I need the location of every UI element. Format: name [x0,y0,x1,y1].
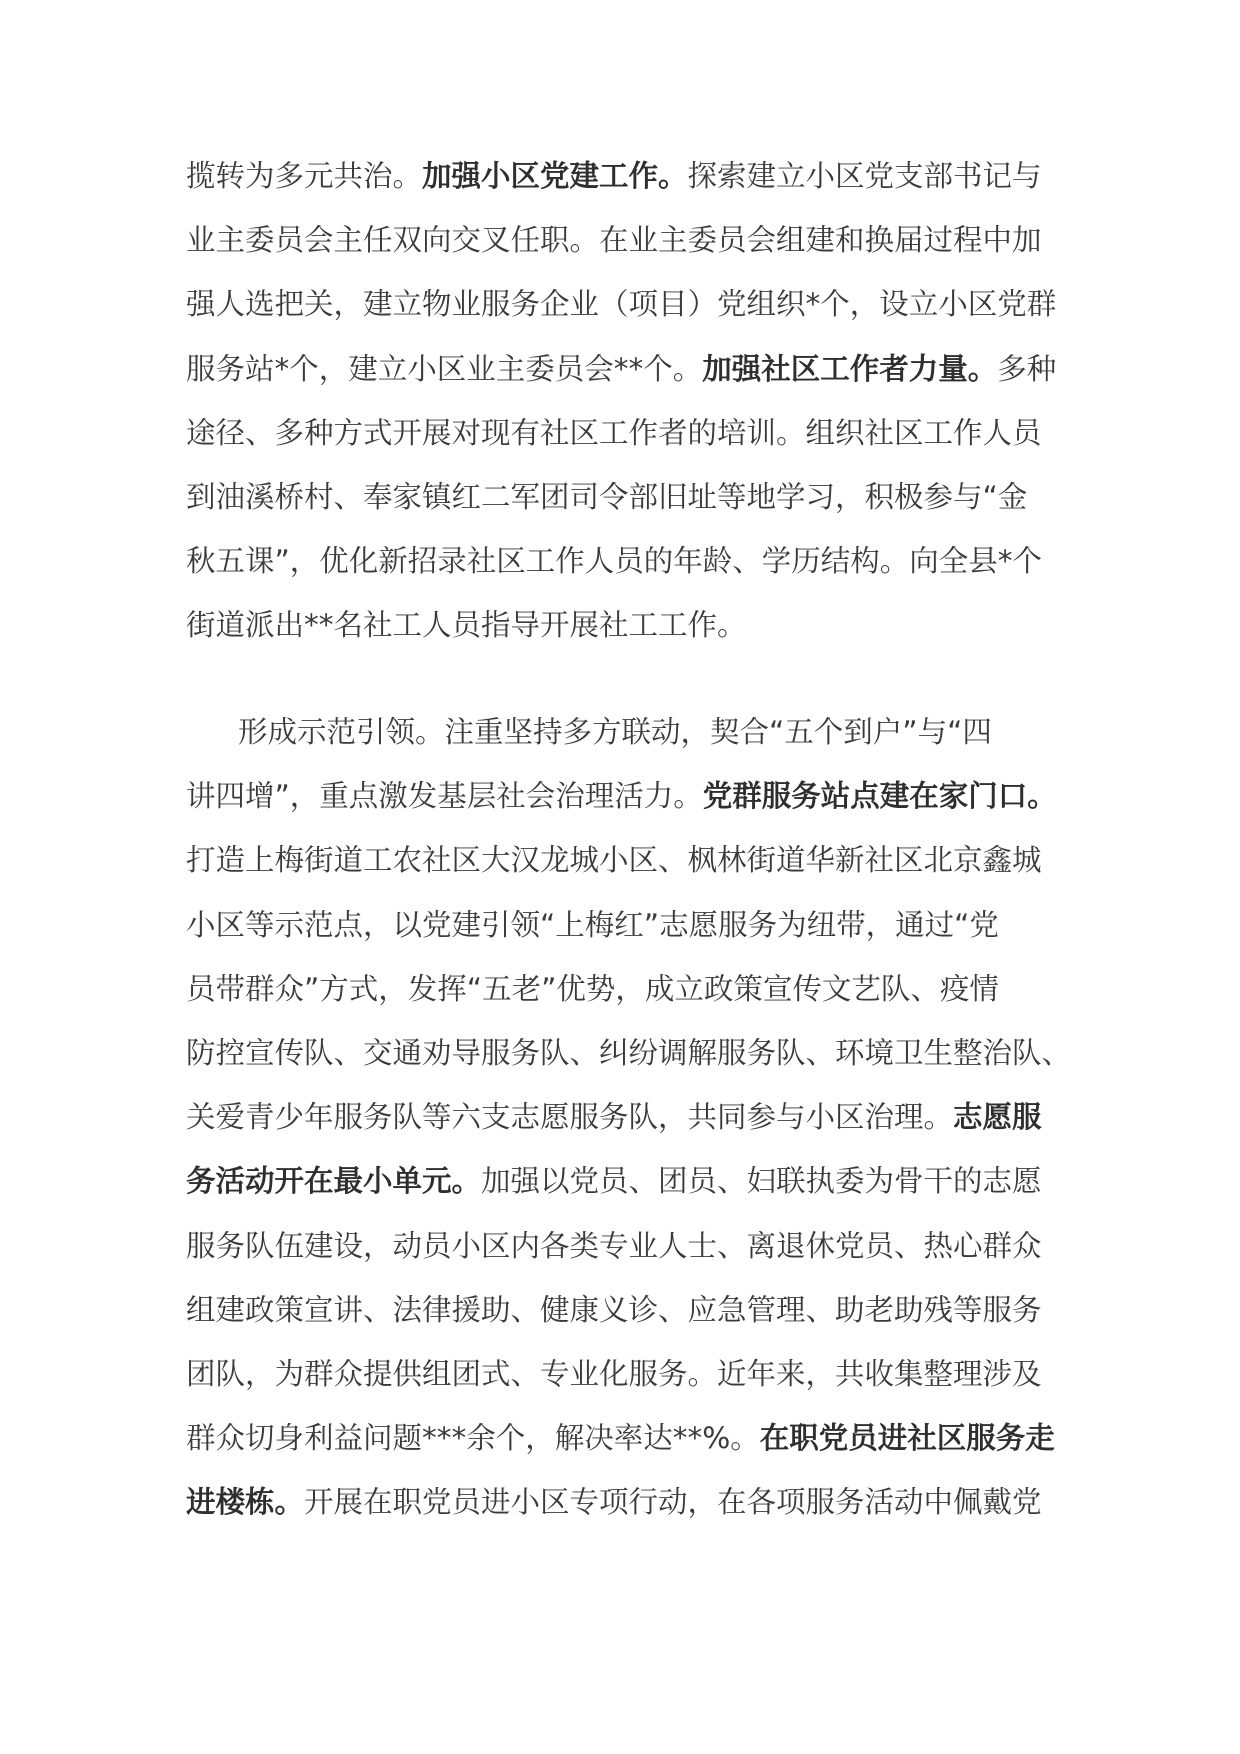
text-line [186,957,1086,1021]
bold-heading: 在职党员进社区服务走 [759,1421,1055,1456]
text-line [186,337,1086,401]
text-line [186,1342,1086,1406]
text-line [186,208,1086,272]
text-run: 关爱青少年服务队等六支志愿服务队，共同参与小区治理。 [186,1100,954,1135]
text-line [186,1278,1086,1342]
text-line [186,700,1086,764]
text-line [186,893,1086,957]
text-line [186,764,1086,828]
text-run: 小区等示范点，以党建引领“上梅红”志愿服务为纽带，通过“党 [186,907,999,942]
text-run: 形成示范引领。注重坚持多方联动，契合“五个到户”与“四 [238,715,992,749]
text-run: 途径、多种方式开展对现有社区工作者的培训。组织社区工作人员 [186,415,1042,450]
text-run: 加强以党员、团员、妇联执委为骨干的志愿 [481,1164,1042,1199]
bold-heading: 党群服务站点建在家门口。 [702,779,1057,814]
text-line [186,828,1086,892]
text-line [186,529,1086,593]
text-line [186,1406,1086,1470]
bold-heading: 加强社区工作者力量。 [702,351,998,386]
text-run: 群众切身利益问题***余个，解决率达**%。 [186,1421,760,1456]
text-run: 街道派出**名社工人员指导开展社工工作。 [186,608,747,643]
text-run: 服务站*个，建立小区业主委员会**个。 [186,351,703,386]
paragraph-1 [186,144,1086,658]
text-run: 秋五课”，优化新招录社区工作人员的年龄、学历结构。向全县*个 [186,544,1043,579]
text-run: 到油溪桥村、奉家镇红二军团司令部旧址等地学习，积极参与“金 [186,479,1028,514]
paragraph-2 [186,700,1086,1534]
text-run: 组建政策宣讲、法律援助、健康义诊、应急管理、助老助残等服务 [186,1292,1042,1327]
text-line [186,1021,1086,1085]
text-line [186,144,1086,208]
text-run: 服务队伍建设，动员小区内各类专业人士、离退休党员、热心群众 [186,1228,1042,1263]
text-run: 揽转为多元共治。 [186,159,423,193]
text-line [186,593,1086,657]
bold-heading: 进楼栋。 [186,1485,305,1520]
text-line [186,401,1086,465]
text-run: 防控宣传队、交通劝导服务队、纠纷调解服务队、环境卫生整治队、 [186,1035,1072,1070]
text-line [186,1085,1086,1149]
text-run: 探索建立小区党支部书记与 [687,159,1042,193]
text-run: 员带群众”方式，发挥“五老”优势，成立政策宣传文艺队、疫情 [186,971,999,1006]
text-line [186,1149,1086,1213]
text-run: 多种 [997,351,1057,386]
text-run: 开展在职党员进小区专项行动，在各项服务活动中佩戴党 [304,1485,1042,1520]
bold-heading: 务活动开在最小单元。 [186,1164,482,1199]
text-line [186,272,1086,336]
text-line [186,1214,1086,1278]
text-run: 打造上梅街道工农社区大汉龙城小区、枫林街道华新社区北京鑫城 [186,843,1042,878]
text-run: 讲四增”，重点激发基层社会治理活力。 [186,779,703,814]
text-line [186,1470,1086,1534]
text-line [186,465,1086,529]
text-run: 业主委员会主任双向交叉任职。在业主委员会组建和换届过程中加 [186,223,1042,258]
bold-heading: 志愿服 [953,1100,1042,1135]
text-run: 团队，为群众提供组团式、专业化服务。近年来，共收集整理涉及 [186,1356,1042,1391]
text-run: 强人选把关，建立物业服务企业（项目）党组织*个，设立小区党群 [186,287,1057,322]
bold-heading: 加强小区党建工作。 [422,159,688,193]
